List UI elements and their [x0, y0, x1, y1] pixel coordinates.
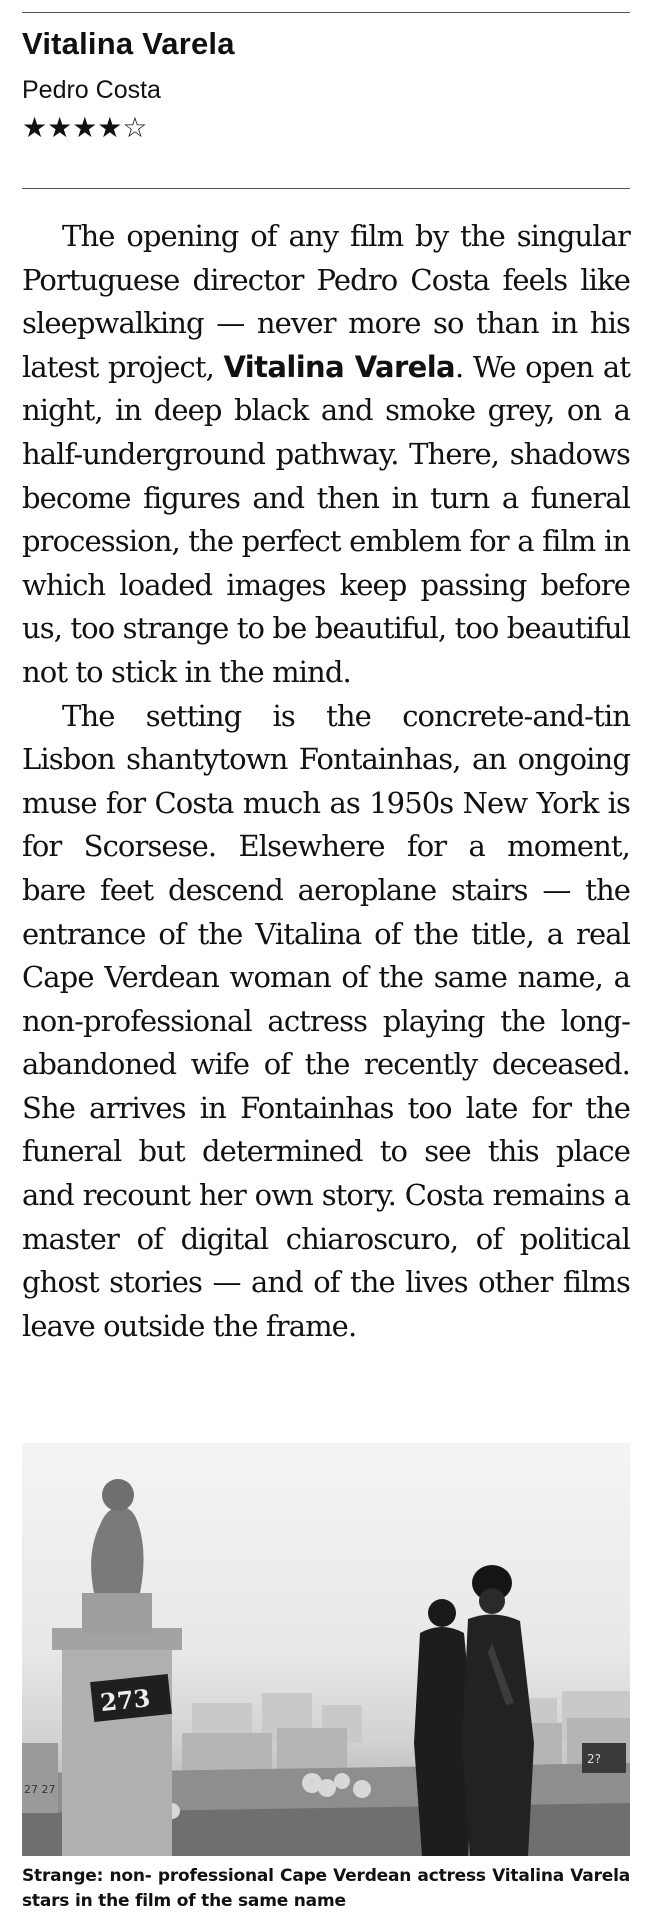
star-rating: ★★★★☆ [22, 111, 148, 144]
paragraph-2: The setting is the concrete-and-tin Lisbon shantytown Fontainhas, an ongoing muse for Costa much as 1950s New York is for Scorsese. Elsewhere for a moment, bare feet descend aeroplane stairs — the entrance of the Vitalina of the title, a real Cape Verdean woman of the same name, a non-professional actress playing the long-abandoned wife of the recently deceased. She arrives in Fontainhas too late for the funeral but determined to see this place and recount her own story. Costa remains a master of digital chiaroscuro, of political ghost stories — and of the lives other films leave outside the frame. [22, 698, 630, 1343]
stone-text-left: 27 27 [24, 1783, 56, 1796]
paragraph-1-text-end: . We open at night, in deep black and smoke grey, on a half-underground pathway. There, shadows become figures and then in turn a funeral procession, the perfect emblem for a film in which loaded images keep passing before us, too strange to be beautiful, too beautiful not to stick in the mind. [22, 349, 631, 689]
header-rule [22, 188, 630, 189]
review-body [22, 215, 630, 1348]
film-title: Vitalina Varela [22, 26, 235, 61]
top-rule [22, 12, 630, 13]
director-name: Pedro Costa [22, 76, 161, 104]
inline-film-title: Vitalina Varela [223, 349, 456, 384]
paragraph-1-text-start: The opening of any film by the singular Portuguese director Pedro Costa feels like sleepwalking — never more so than in his latest project, [22, 219, 630, 384]
paragraph-1 [22, 215, 630, 695]
stone-text-right: 2? [587, 1752, 602, 1766]
photo-caption: Strange: non- professional Cape Verdean actress Vitalina Varela stars in the film of the same name [22, 1866, 630, 1911]
photo-illustration [22, 1443, 630, 1856]
plaque-number: 273 [98, 1683, 152, 1718]
film-still-photo [22, 1443, 630, 1856]
